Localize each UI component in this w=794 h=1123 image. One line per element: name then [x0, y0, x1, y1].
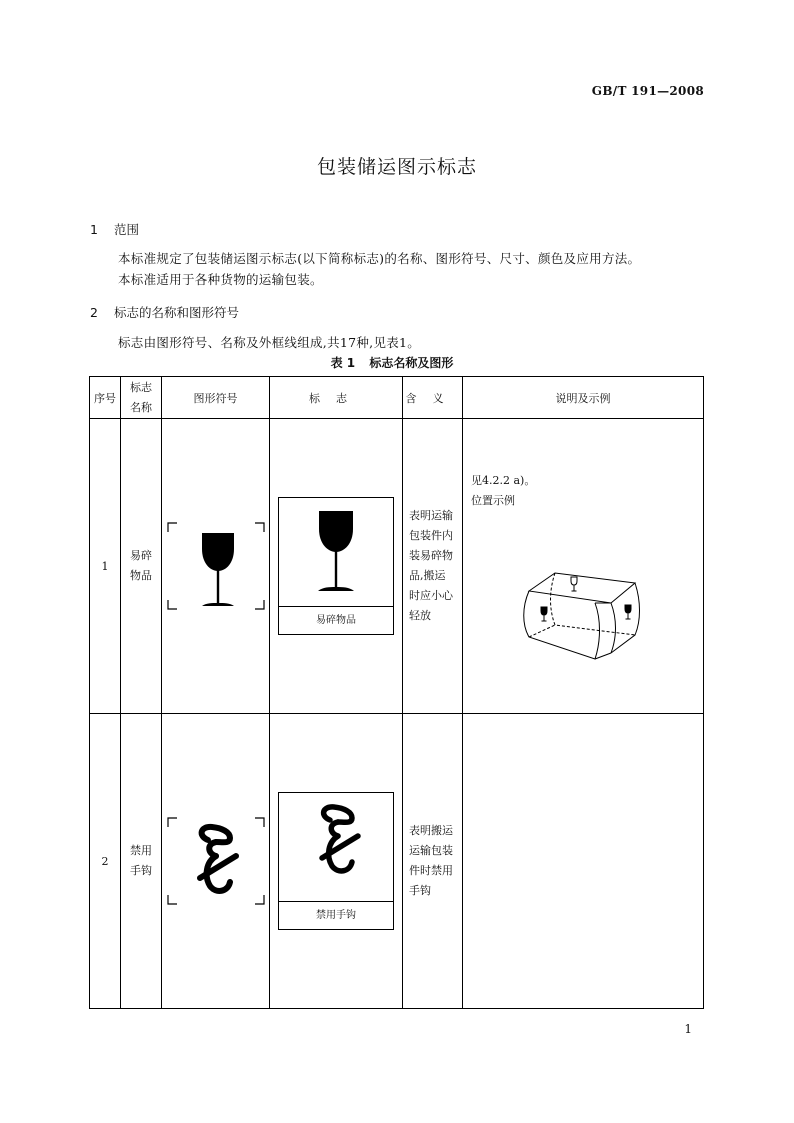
row-notes — [463, 419, 704, 714]
no-hook-icon — [306, 802, 366, 892]
meaning-line: 表明运输 — [409, 509, 453, 522]
table-row — [90, 714, 704, 1009]
row-seq: 1 — [90, 419, 121, 714]
meaning-line: 品,搬运 — [409, 569, 446, 582]
table-row — [90, 419, 704, 714]
row-symbol — [162, 714, 270, 1009]
signs-table — [89, 376, 704, 1009]
header-notes: 说明及示例 — [463, 377, 704, 419]
section-number: 2 — [90, 305, 98, 320]
row-name-line: 手钩 — [130, 864, 152, 877]
standard-code: GB/T 191—2008 — [591, 84, 704, 98]
table-caption — [0, 354, 794, 371]
header-meaning: 含义 — [403, 377, 463, 419]
paragraph: 本标准规定了包装储运图示标志(以下简称标志)的名称、图形符号、尺寸、颜色及应用方法。 — [118, 251, 641, 266]
notes-text — [471, 471, 535, 511]
table-header-row — [90, 377, 704, 419]
header-seq: 序号 — [90, 377, 121, 419]
section-1-heading — [90, 220, 139, 238]
meaning-line: 手钩 — [409, 884, 431, 897]
no-hook-icon — [166, 816, 266, 906]
sign-label: 易碎物品 — [279, 606, 393, 634]
row-meaning — [403, 714, 463, 1009]
row-notes — [463, 714, 704, 1009]
sign-box — [278, 792, 394, 930]
fragile-glass-icon — [166, 521, 266, 611]
table-caption-title: 标志名称及图形 — [369, 356, 454, 370]
paragraph: 本标准适用于各种货物的运输包装。 — [118, 272, 323, 287]
section-number: 1 — [90, 222, 98, 237]
meaning-line: 装易碎物 — [409, 549, 453, 562]
row-name-line: 禁用 — [130, 844, 152, 857]
fragile-symbol — [166, 521, 266, 611]
table-caption-number: 表 1 — [330, 356, 356, 370]
package-position-diagram — [521, 569, 651, 665]
row-meaning — [403, 419, 463, 714]
row-name-line: 易碎 — [130, 549, 152, 562]
page-number: 1 — [684, 1022, 692, 1036]
paragraph: 标志由图形符号、名称及外框线组成,共17种,见表1。 — [118, 335, 421, 350]
document-title: 包装储运图示标志 — [316, 156, 477, 178]
meaning-line: 运输包装 — [409, 844, 453, 857]
section-title: 范围 — [113, 222, 139, 237]
header-name-line: 名称 — [130, 400, 152, 414]
meaning-line: 时应小心 — [409, 589, 453, 602]
notes-line: 见4.2.2 a)。 — [471, 474, 536, 487]
section-title: 标志的名称和图形符号 — [113, 305, 239, 320]
header-name — [121, 377, 162, 419]
fragile-glass-icon — [306, 507, 366, 597]
notes-line: 位置示例 — [471, 494, 515, 507]
row-seq: 2 — [90, 714, 121, 1009]
header-symbol: 图形符号 — [162, 377, 270, 419]
meaning-line: 件时禁用 — [409, 864, 453, 877]
meaning-line: 表明搬运 — [409, 824, 453, 837]
section-2-heading — [90, 303, 239, 321]
header-sign: 标志 — [270, 377, 403, 419]
row-name-line: 物品 — [130, 569, 152, 582]
meaning-line: 包装件内 — [409, 529, 453, 542]
row-name — [121, 714, 162, 1009]
sign-label: 禁用手钩 — [279, 901, 393, 929]
sign-box — [278, 497, 394, 635]
header-name-line: 标志 — [130, 380, 152, 394]
meaning-line: 轻放 — [409, 609, 431, 622]
row-symbol — [162, 419, 270, 714]
row-name — [121, 419, 162, 714]
sign-picture — [279, 498, 393, 606]
row-sign — [270, 419, 403, 714]
no-hook-symbol — [166, 816, 266, 906]
row-sign — [270, 714, 403, 1009]
sign-picture — [279, 793, 393, 901]
